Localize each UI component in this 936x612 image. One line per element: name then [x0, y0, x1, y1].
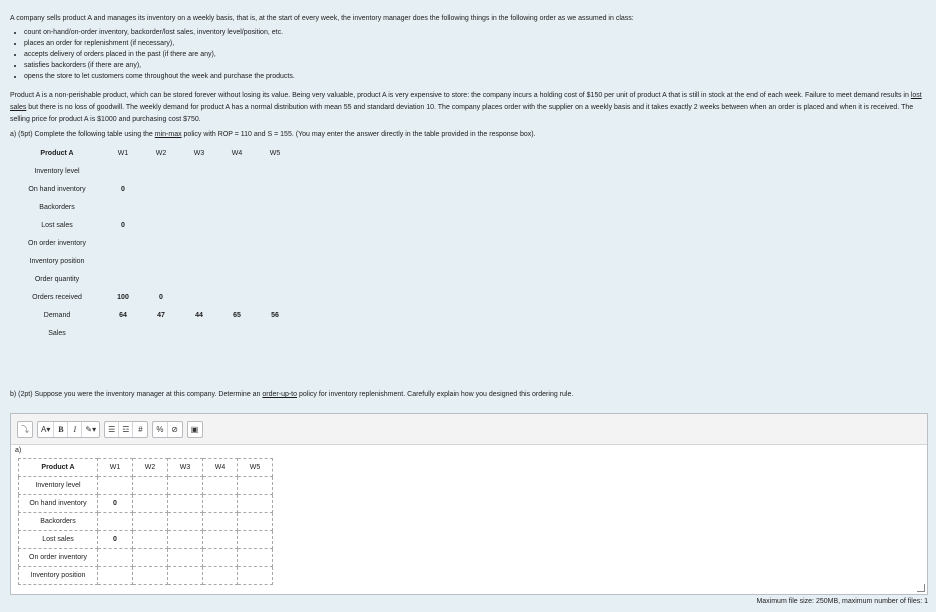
link-icon[interactable]: % [153, 422, 167, 437]
table-cell[interactable]: 0 [98, 495, 133, 513]
table-cell [218, 234, 256, 252]
table-cell[interactable] [238, 513, 273, 531]
table-row [10, 234, 294, 252]
table-cell [104, 252, 142, 270]
toolbar-group [104, 421, 148, 438]
table-cell [104, 234, 142, 252]
table-row [10, 180, 294, 198]
ordered-list-icon[interactable]: ☲ [119, 422, 133, 437]
unlink-icon[interactable]: ⊘ [171, 424, 178, 434]
list-item: • satisfies backorders (if there are any), [24, 60, 928, 71]
response-editor [10, 413, 928, 595]
table-cell [256, 198, 294, 216]
table-cell [256, 216, 294, 234]
table-cell[interactable] [238, 477, 273, 495]
table-cell[interactable] [203, 531, 238, 549]
list-item: • accepts delivery of orders placed in the past (if there are any), [24, 49, 928, 60]
table-row [19, 477, 273, 495]
table-header-row [10, 144, 294, 162]
bold-button[interactable]: B [54, 422, 68, 437]
column-header: W5 [269, 149, 281, 157]
column-header[interactable]: W5 [238, 459, 273, 477]
table-cell [180, 216, 218, 234]
paragraph-text: but there is no loss of goodwill. The weekly demand for product A has a normal distribution with mean 55 and standard deviation 10. The company places order with the supplier on a weekly basis and it takes exactly 2 weeks between when an order is placed and when it is received. The selling price for product A is $1000 and purchasing cost $750. [10, 104, 914, 123]
table-row [10, 288, 294, 306]
column-header[interactable]: Product A [19, 459, 98, 477]
table-cell [142, 216, 180, 234]
answer-prefix: a) [15, 447, 22, 454]
table-cell [180, 234, 218, 252]
question-text [10, 8, 928, 342]
editor-toolbar [11, 414, 927, 445]
table-cell [218, 252, 256, 270]
table-cell [218, 180, 256, 198]
table-cell [142, 162, 180, 180]
table-cell [104, 270, 142, 288]
table-row [10, 252, 294, 270]
toolbar-group [37, 421, 100, 438]
table-cell [218, 216, 256, 234]
table-cell[interactable] [168, 495, 203, 513]
table-cell [142, 180, 180, 198]
unordered-list-icon[interactable]: ☰ [105, 422, 119, 437]
table-row [10, 216, 294, 234]
table-header-row [19, 459, 273, 477]
column-header: Product A [40, 149, 74, 157]
table-cell[interactable] [98, 567, 133, 585]
row-label: Inventory position [29, 257, 85, 265]
table-row [19, 495, 273, 513]
table-cell[interactable] [168, 531, 203, 549]
table-cell [256, 162, 294, 180]
row-label[interactable]: On hand inventory [19, 495, 98, 513]
table-cell: 0 [121, 221, 125, 229]
table-cell[interactable] [168, 513, 203, 531]
toolbar-group [17, 421, 33, 438]
italic-button[interactable]: I [68, 422, 82, 437]
row-label: Inventory level [34, 167, 80, 175]
editor-content[interactable] [11, 445, 927, 594]
toolbar-group [187, 421, 203, 438]
question-a [10, 129, 928, 140]
table-row [19, 549, 273, 567]
table-cell [180, 270, 218, 288]
table-cell[interactable] [98, 549, 133, 567]
table-cell [256, 234, 294, 252]
row-label: Orders received [32, 293, 82, 301]
table-cell[interactable] [203, 495, 238, 513]
column-header[interactable]: W1 [98, 459, 133, 477]
answer-table[interactable] [18, 458, 273, 585]
question-a-text: a) (5pt) Complete the following table using the [10, 131, 155, 138]
list-item: • opens the store to let customers come throughout the week and purchase the products. [24, 71, 928, 82]
table-cell [142, 324, 180, 342]
table-cell: 0 [121, 185, 125, 193]
file-limit-note: Maximum file size: 250MB, maximum number of files: 1 [756, 598, 928, 605]
intro-text: A company sells product A and manages its inventory on a weekly basis, that is, at the start of every week, the inventory manager does the following things in the following order as we assumed in class: [10, 15, 634, 22]
table-cell: 64 [119, 311, 127, 319]
question-a-text: policy with ROP = 110 and S = 155. (You may enter the answer directly in the table provided in the response box). [181, 131, 536, 138]
row-label[interactable]: Inventory level [19, 477, 98, 495]
table-cell[interactable] [133, 477, 168, 495]
table-cell[interactable] [238, 531, 273, 549]
table-cell[interactable] [133, 495, 168, 513]
table-cell: 65 [233, 311, 241, 319]
table-cell[interactable] [238, 549, 273, 567]
table-cell [142, 252, 180, 270]
table-cell [104, 162, 142, 180]
row-label[interactable]: On order inventory [19, 549, 98, 567]
table-cell [218, 198, 256, 216]
lost-sales-link[interactable]: lost sales [10, 92, 922, 111]
column-header: W4 [231, 149, 243, 157]
brush-icon[interactable]: ✎▾ [85, 424, 97, 434]
table-row [10, 306, 294, 324]
table-row [19, 513, 273, 531]
row-label: Demand [43, 311, 71, 319]
column-header[interactable]: W3 [168, 459, 203, 477]
row-label: On order inventory [28, 239, 86, 247]
table-cell [180, 252, 218, 270]
toolbar-group [152, 421, 182, 438]
table-cell [142, 198, 180, 216]
table-cell [180, 180, 218, 198]
order-up-to-link[interactable]: order-up-to [262, 391, 298, 398]
row-label: Backorders [39, 203, 75, 211]
table-cell [142, 270, 180, 288]
table-cell [218, 270, 256, 288]
column-header: W3 [193, 149, 205, 157]
question-b [10, 389, 573, 400]
table-cell[interactable] [203, 567, 238, 585]
table-cell [180, 162, 218, 180]
question-b-text: b) (2pt) Suppose you were the inventory manager at this company. Determine an [10, 391, 263, 398]
row-label[interactable]: Inventory position [19, 567, 98, 585]
question-table [10, 144, 294, 342]
table-cell [180, 198, 218, 216]
table-cell[interactable] [168, 477, 203, 495]
expand-toolbar-icon[interactable]: ⤵ [21, 424, 29, 434]
table-cell[interactable] [133, 531, 168, 549]
table-cell [218, 288, 256, 306]
table-row [10, 162, 294, 180]
table-cell[interactable] [238, 495, 273, 513]
row-label: Order quantity [34, 275, 80, 283]
paragraph-text: Product A is a non-perishable product, which can be stored forever without losing its value. Being very valuable, product A is very expensive to store: the company incurs a holding cost of $150 per unit of product A that is still in stock at the end of each week. Failure to meet demand results in [10, 92, 911, 99]
image-icon[interactable]: ▣ [190, 424, 199, 434]
table-cell[interactable] [203, 477, 238, 495]
table-cell [256, 180, 294, 198]
list-item: • count on-hand/on-order inventory, backorder/lost sales, inventory level/position, etc. [24, 27, 928, 38]
table-cell[interactable] [168, 549, 203, 567]
row-label[interactable]: Backorders [19, 513, 98, 531]
table-cell: 56 [271, 311, 279, 319]
column-header: W2 [155, 149, 167, 157]
table-row [10, 324, 294, 342]
table-cell[interactable]: 0 [98, 531, 133, 549]
table-cell [180, 324, 218, 342]
table-cell: 44 [195, 311, 203, 319]
table-cell: 0 [159, 293, 163, 301]
problem-paragraph [10, 90, 928, 126]
table-cell: 100 [117, 293, 129, 301]
table-row [19, 531, 273, 549]
table-cell[interactable] [133, 549, 168, 567]
row-label[interactable]: Lost sales [19, 531, 98, 549]
steps-list [10, 27, 928, 82]
table-cell: 47 [157, 311, 165, 319]
table-cell [218, 162, 256, 180]
row-label: On hand inventory [28, 185, 86, 193]
font-size-button[interactable]: A▾ [38, 422, 54, 437]
list-item: • places an order for replenishment (if necessary), [24, 38, 928, 49]
table-row [10, 270, 294, 288]
min-max-link[interactable]: min-max [154, 131, 182, 138]
row-label: Sales [48, 329, 66, 337]
table-cell[interactable] [98, 477, 133, 495]
table-cell[interactable] [133, 513, 168, 531]
table-cell [256, 324, 294, 342]
column-header[interactable]: W2 [133, 459, 168, 477]
table-row [10, 198, 294, 216]
table-cell[interactable] [203, 513, 238, 531]
question-b-text: policy for inventory replenishment. Carefully explain how you designed this ordering rule. [297, 391, 574, 398]
table-cell[interactable] [98, 513, 133, 531]
table-cell[interactable] [203, 549, 238, 567]
resize-handle[interactable] [917, 584, 925, 592]
table-cell [256, 252, 294, 270]
table-cell[interactable] [238, 567, 273, 585]
table-cell[interactable] [168, 567, 203, 585]
table-cell [104, 198, 142, 216]
table-cell [218, 324, 256, 342]
table-cell [104, 324, 142, 342]
hash-icon[interactable]: # [138, 424, 143, 434]
table-cell [256, 288, 294, 306]
column-header: W1 [117, 149, 129, 157]
table-row [19, 567, 273, 585]
column-header[interactable]: W4 [203, 459, 238, 477]
table-cell [180, 288, 218, 306]
table-cell [142, 234, 180, 252]
table-cell[interactable] [133, 567, 168, 585]
row-label: Lost sales [41, 221, 73, 229]
table-cell [256, 270, 294, 288]
